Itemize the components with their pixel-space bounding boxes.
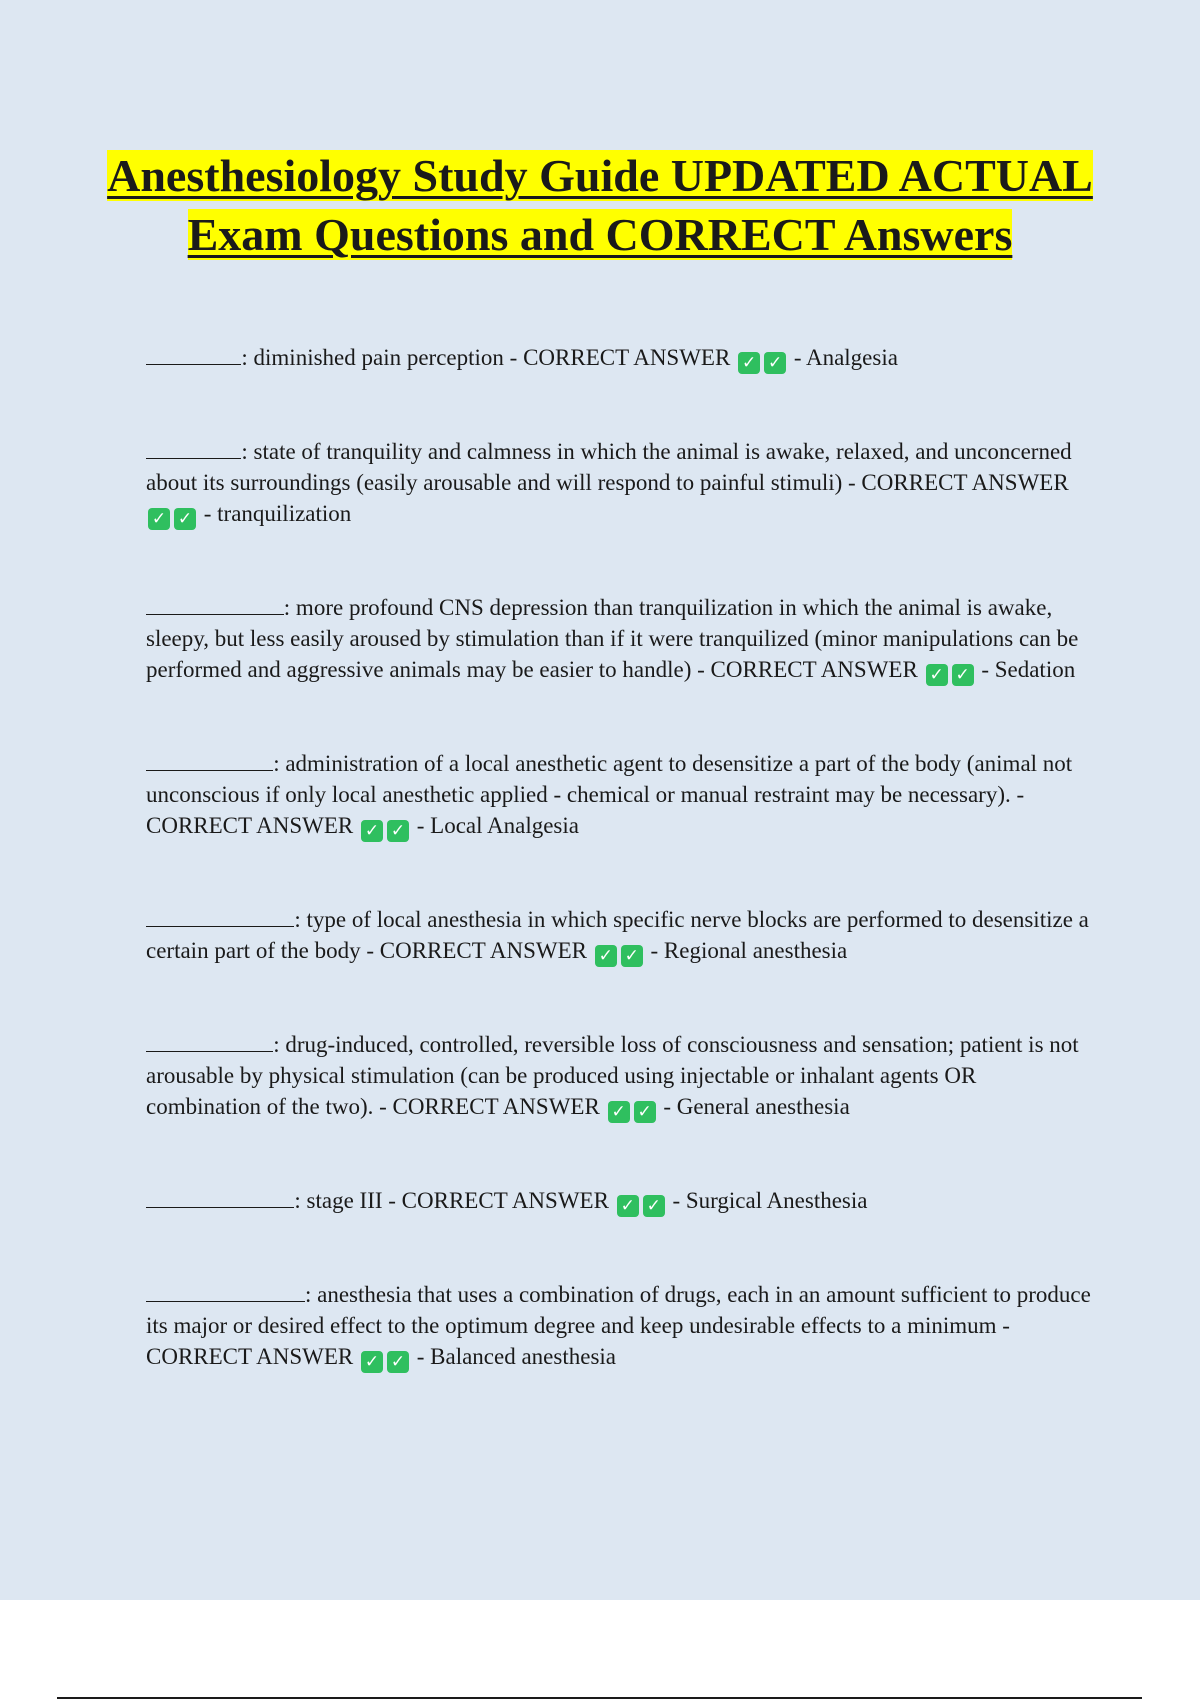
answer-blank (146, 436, 241, 459)
question-prompt: : administration of a local anesthetic agent to desensitize a part of the body (animal not unconscious if only local anesthetic applied - chemical or manual restraint may be necessary). - CORRECT ANSWER (146, 751, 1073, 838)
question-answer: - Surgical Anesthesia (672, 1188, 868, 1213)
question-item (146, 904, 1096, 967)
check-mark-button-icon: ✓ (621, 945, 643, 967)
answer-blank (146, 1279, 305, 1302)
question-item (146, 1185, 1096, 1217)
check-mark-button-icon: ✓ (764, 352, 786, 374)
check-mark-button-icon: ✓ (387, 1351, 409, 1373)
check-mark-button-icon: ✓ (387, 820, 409, 842)
check-mark-button-icon: ✓ (595, 945, 617, 967)
check-mark-button-icon: ✓ (361, 1351, 383, 1373)
question-prompt: : type of local anesthesia in which specific nerve blocks are performed to desensitize a certain part of the body - CORRECT ANSWER (146, 907, 1089, 963)
question-answer: - Regional anesthesia (650, 938, 848, 963)
question-prompt: : stage III - CORRECT ANSWER (294, 1188, 609, 1213)
question-item (146, 1029, 1096, 1123)
check-mark-button-icon: ✓ (643, 1195, 665, 1217)
question-prompt: : anesthesia that uses a combination of drugs, each in an amount sufficient to produce its major or desired effect to the optimum degree and keep undesirable effects to a minimum - CORRECT ANSWER (146, 1282, 1091, 1369)
document-title-text: Anesthesiology Study Guide UPDATED ACTUAL Exam Questions and CORRECT Answers (107, 150, 1093, 260)
document-title (100, 146, 1100, 264)
question-prompt: : diminished pain perception - CORRECT ANSWER (241, 345, 731, 370)
question-prompt: : more profound CNS depression than tranquilization in which the animal is awake, sleepy, but less easily aroused by stimulation than if it were tranquilized (minor manipulations can be performed and aggressive animals may be easier to handle) - CORRECT ANSWER (146, 595, 1079, 682)
check-mark-button-icon: ✓ (634, 1101, 656, 1123)
check-mark-button-icon: ✓ (926, 664, 948, 686)
question-list (146, 342, 1096, 1435)
check-mark-button-icon: ✓ (952, 664, 974, 686)
question-item (146, 1279, 1096, 1373)
check-mark-button-icon: ✓ (148, 508, 170, 530)
question-item (146, 748, 1096, 842)
footer-divider (57, 1697, 1142, 1699)
check-mark-button-icon: ✓ (174, 508, 196, 530)
question-answer: - Analgesia (793, 345, 898, 370)
answer-blank (146, 1029, 273, 1052)
question-prompt: : state of tranquility and calmness in which the animal is awake, relaxed, and unconcerned about its surroundings (easily arousable and will respond to painful stimuli) - CORRECT ANSWER (146, 439, 1072, 495)
question-prompt: : drug-induced, controlled, reversible loss of consciousness and sensation; patient is not arousable by physical stimulation (can be produced using injectable or inhalant agents OR combination of the two). - CORRECT ANSWER (146, 1032, 1079, 1119)
answer-blank (146, 342, 241, 365)
question-item (146, 342, 1096, 374)
answer-blank (146, 592, 284, 615)
check-mark-button-icon: ✓ (738, 352, 760, 374)
question-answer: - Balanced anesthesia (416, 1344, 616, 1369)
question-item (146, 436, 1096, 530)
answer-blank (146, 1185, 294, 1208)
answer-blank (146, 904, 294, 927)
check-mark-button-icon: ✓ (608, 1101, 630, 1123)
question-item (146, 592, 1096, 686)
question-answer: - Local Analgesia (416, 813, 579, 838)
question-answer: - General anesthesia (663, 1094, 850, 1119)
check-mark-button-icon: ✓ (617, 1195, 639, 1217)
question-answer: - tranquilization (203, 501, 352, 526)
check-mark-button-icon: ✓ (361, 820, 383, 842)
answer-blank (146, 748, 273, 771)
question-answer: - Sedation (981, 657, 1076, 682)
